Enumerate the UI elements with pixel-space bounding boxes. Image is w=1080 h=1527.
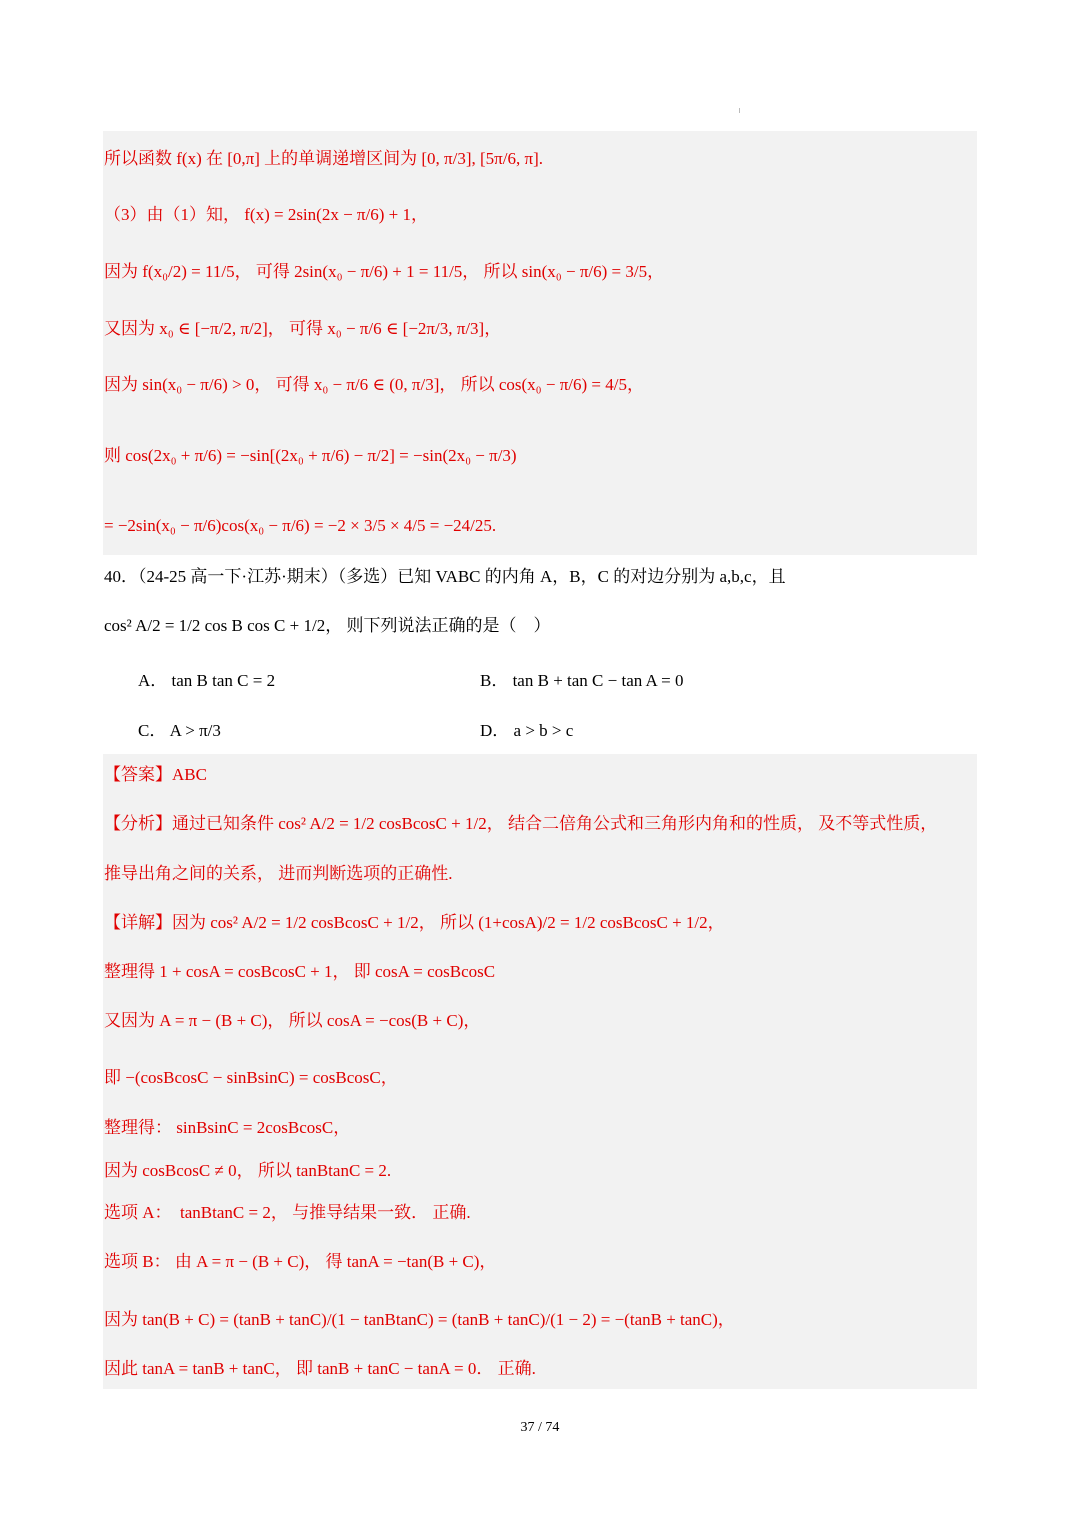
page-number: 37 / 74 [520,1420,560,1435]
detail-line: 即 −(cosBcosC − sinBsinC) = cosBcosC， [104,1068,398,1087]
detail-line: 因为 tan(B + C) = (tanB + tanC)/(1 − tanBtanC) = (tanB + tanC)/(1 − 2) = −(tanB + tanC)， [104,1310,735,1329]
solution-line: 所以函数 f(x) 在 [0,π] 上的单调递增区间为 [0, π/3], [5π/6, π]. [104,149,543,168]
detail-line: 又因为 A = π − (B + C)， 所以 cosA = −cos(B + C)， [104,1011,481,1030]
answer-label: 【答案】ABC [104,765,207,784]
analysis-line: 推导出角之间的关系， 进而判断选项的正确性. [104,864,453,883]
option-d: D． a > b > c [480,721,574,740]
option-b: B． tan B + tan C − tan A = 0 [480,671,684,690]
header-mark [739,108,740,113]
option-a: A． tan B tan C = 2 [138,671,276,690]
detail-line: 整理得 1 + cosA = cosBcosC + 1， 即 cosA = cosBcosC [104,962,496,981]
detail-line: 选项 A： tanBtanC = 2， 与推导结果一致． 正确. [104,1203,471,1222]
question-stem-condition: cos² A/2 = 1/2 cos B cos C + 1/2， 则下列说法正确的是（ ） [104,616,551,635]
detail-line: 选项 B： 由 A = π − (B + C)， 得 tanA = −tan(B + C)， [104,1252,497,1271]
detail-line: 整理得： sinBsinC = 2cosBcosC， [104,1118,351,1137]
analysis-line: 【分析】通过已知条件 cos² A/2 = 1/2 cosBcosC + 1/2， 结合二倍角公式和三角形内角和的性质， 及不等式性质， [104,814,938,833]
detail-line: 因此 tanA = tanB + tanC， 即 tanB + tanC − tanA = 0． 正确. [104,1359,536,1378]
option-c: C． A > π/3 [138,721,221,740]
solution-line: （3）由（1）知， f(x) = 2sin(2x − π/6) + 1， [104,205,428,224]
solution-line: 因为 f(x₀/2) = 11/5， 可得 2sin(x₀ − π/6) + 1 = 11/5， 所以 sin(x₀ − π/6) = 3/5， [104,262,665,281]
detail-line: 因为 cosBcosC ≠ 0， 所以 tanBtanC = 2. [104,1161,392,1180]
solution-block [103,131,977,555]
solution-line: = −2sin(x₀ − π/6)cos(x₀ − π/6) = −2 × 3/5 × 4/5 = −24/25. [104,516,497,535]
detail-line: 【详解】因为 cos² A/2 = 1/2 cosBcosC + 1/2， 所以 (1+cosA)/2 = 1/2 cosBcosC + 1/2， [104,913,725,932]
solution-line: 因为 sin(x₀ − π/6) > 0， 可得 x₀ − π/6 ∈ (0, π/3]， 所以 cos(x₀ − π/6) = 4/5， [104,375,644,394]
solution-line: 则 cos(2x₀ + π/6) = −sin[(2x₀ + π/6) − π/2] = −sin(2x₀ − π/3) [104,446,517,465]
solution-line: 又因为 x₀ ∈ [−π/2, π/2]， 可得 x₀ − π/6 ∈ [−2π/3, π/3]， [104,319,502,338]
question-stem: 40．（24-25 高一下·江苏·期末）（多选）已知 VABC 的内角 A，B，C 的对边分别为 a,b,c，且 [104,567,786,586]
